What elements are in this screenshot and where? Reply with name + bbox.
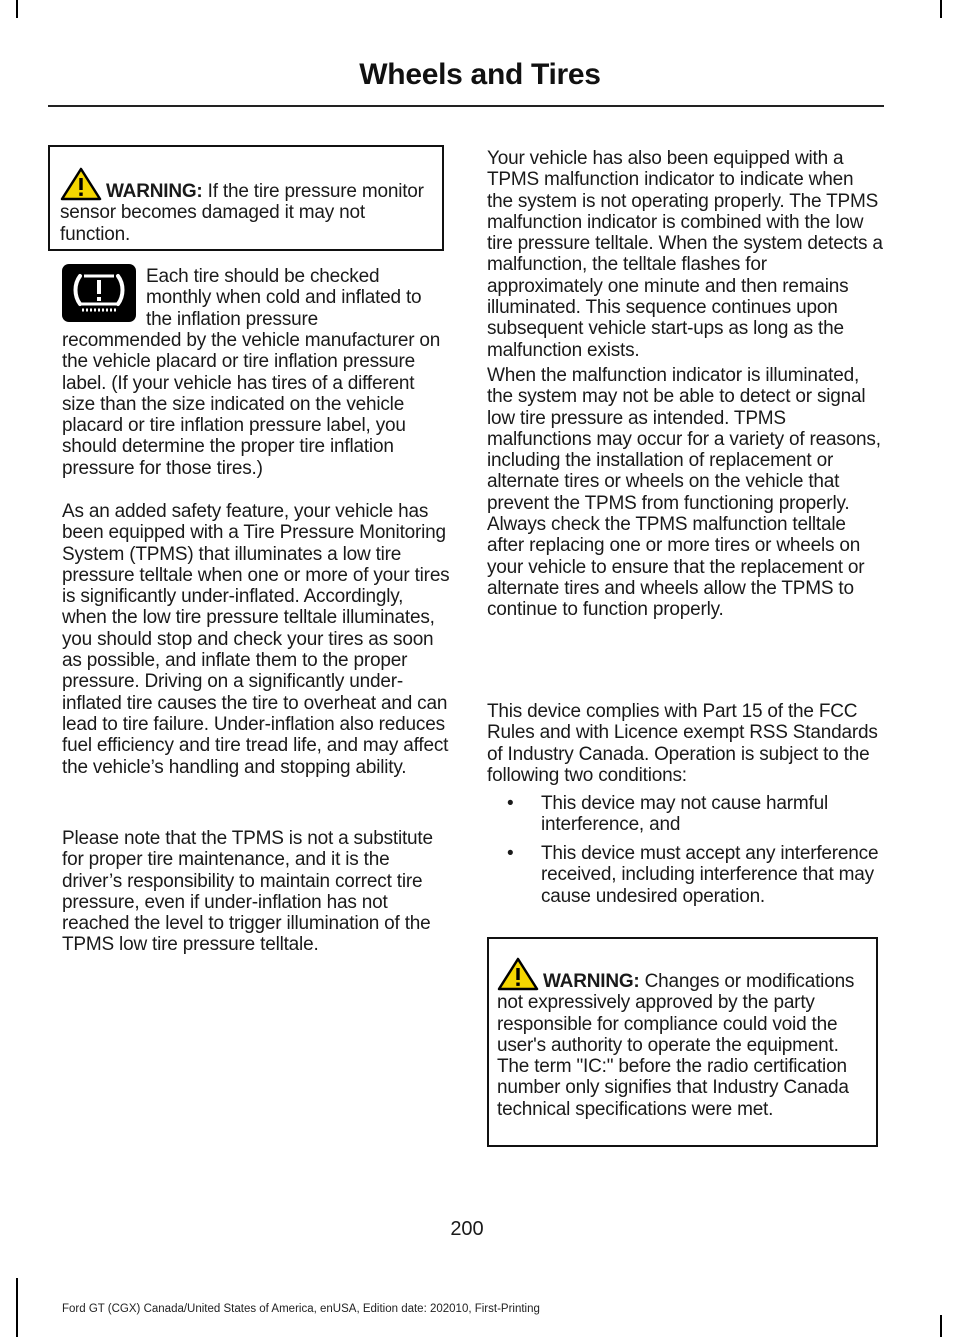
malfunction-illuminated-paragraph: When the malfunction indicator is illuminated, the system may not be able to detect or signal low tire pressure as intended. TPMS malfunctions may occur for a variety of reasons, including the installation of replacement or alternate tires or wheels on the vehicle that prevent the TPMS from functioning properly. Always check the TPMS malfunction telltale after replacing one or more tires or wheels on your vehicle to ensure that the replacement or alternate tires and wheels allow the TPMS to continue to function properly. xyxy=(487,365,881,621)
warning-text xyxy=(497,957,868,1120)
footer-edition-info: Ford GT (CGX) Canada/United States of America, enUSA, Edition date: 202010, First-Printing xyxy=(62,1303,540,1315)
fcc-compliance-paragraph: This device complies with Part 15 of the FCC Rules and with Licence exempt RSS Standards of Industry Canada. Operation is subject to the following two conditions: xyxy=(487,701,878,786)
page-number: 200 xyxy=(450,1218,484,1240)
crop-mark-top-right xyxy=(940,0,942,18)
tire-check-paragraph-intro: Each tire should be checked monthly when cold and inflated to the inflation pressure xyxy=(146,266,422,330)
bullet-icon: • xyxy=(507,793,514,814)
warning-body: If the tire pressure monitor sensor becomes damaged it may not function. xyxy=(60,181,424,245)
tire-check-paragraph: recommended by the vehicle manufacturer on the vehicle placard or tire inflation pressure label. (If your vehicle has tires of a different size than the size indicated on the vehicle placard or tire inflation pressure label, you should determine the proper tire inflation pressure for those tires.) xyxy=(62,330,441,479)
crop-mark-bottom-left xyxy=(16,1278,18,1337)
list-item-text: This device must accept any interference received, including interference that may cause undesired operation. xyxy=(541,843,879,907)
page-title: Wheels and Tires xyxy=(359,58,601,91)
warning-triangle-icon xyxy=(497,957,539,991)
warning-box-modifications xyxy=(487,937,878,1147)
crop-mark-bottom-right xyxy=(940,1315,942,1337)
bullet-icon: • xyxy=(507,843,514,864)
list-item-text: This device may not cause harmful interference, and xyxy=(541,793,828,836)
tire-pressure-warning-icon xyxy=(62,264,136,322)
header-divider xyxy=(48,105,884,107)
tpms-note-paragraph: Please note that the TPMS is not a substitute for proper tire maintenance, and it is the driver’s responsibility to maintain correct tire pressure, even if under-inflation has not reached the level to trigger illumination of the TPMS low tire pressure telltale. xyxy=(62,828,433,956)
warning-triangle-icon xyxy=(60,167,102,201)
tpms-safety-paragraph: As an added safety feature, your vehicle has been equipped with a Tire Pressure Monitoring System (TPMS) that illuminates a low tire pressure telltale when one or more of your tires is significantly under-inflated. Accordingly, when the low tire pressure telltale illuminates, you should stop and check your tires as soon as possible, and inflate them to the proper pressure. Driving on a significantly under-inflated tire causes the tire to overheat and can lead to tire failure. Under-inflation also reduces fuel efficiency and tire tread life, and may affect the vehicle’s handling and stopping ability. xyxy=(62,501,450,778)
warning-text xyxy=(60,167,432,245)
crop-mark-top-left xyxy=(16,0,18,18)
warning-body: Changes or modifications not expressively approved by the party responsible for compliance could void the user's authority to operate the equipment. The term "IC:" before the radio certification number only signifies that Industry Canada technical specifications were met. xyxy=(497,971,855,1120)
warning-label: WARNING: xyxy=(543,971,640,992)
warning-box-sensor xyxy=(48,145,444,251)
malfunction-indicator-paragraph: Your vehicle has also been equipped with a TPMS malfunction indicator to indicate when the system is not operating properly. The TPMS malfunction indicator is combined with the low tire pressure telltale. When the system detects a malfunction, the telltale flashes for approximately one minute and then remains illuminated. This sequence continues upon subsequent vehicle start-ups as long as the malfunction exists. xyxy=(487,148,883,361)
warning-label: WARNING: xyxy=(106,181,203,202)
